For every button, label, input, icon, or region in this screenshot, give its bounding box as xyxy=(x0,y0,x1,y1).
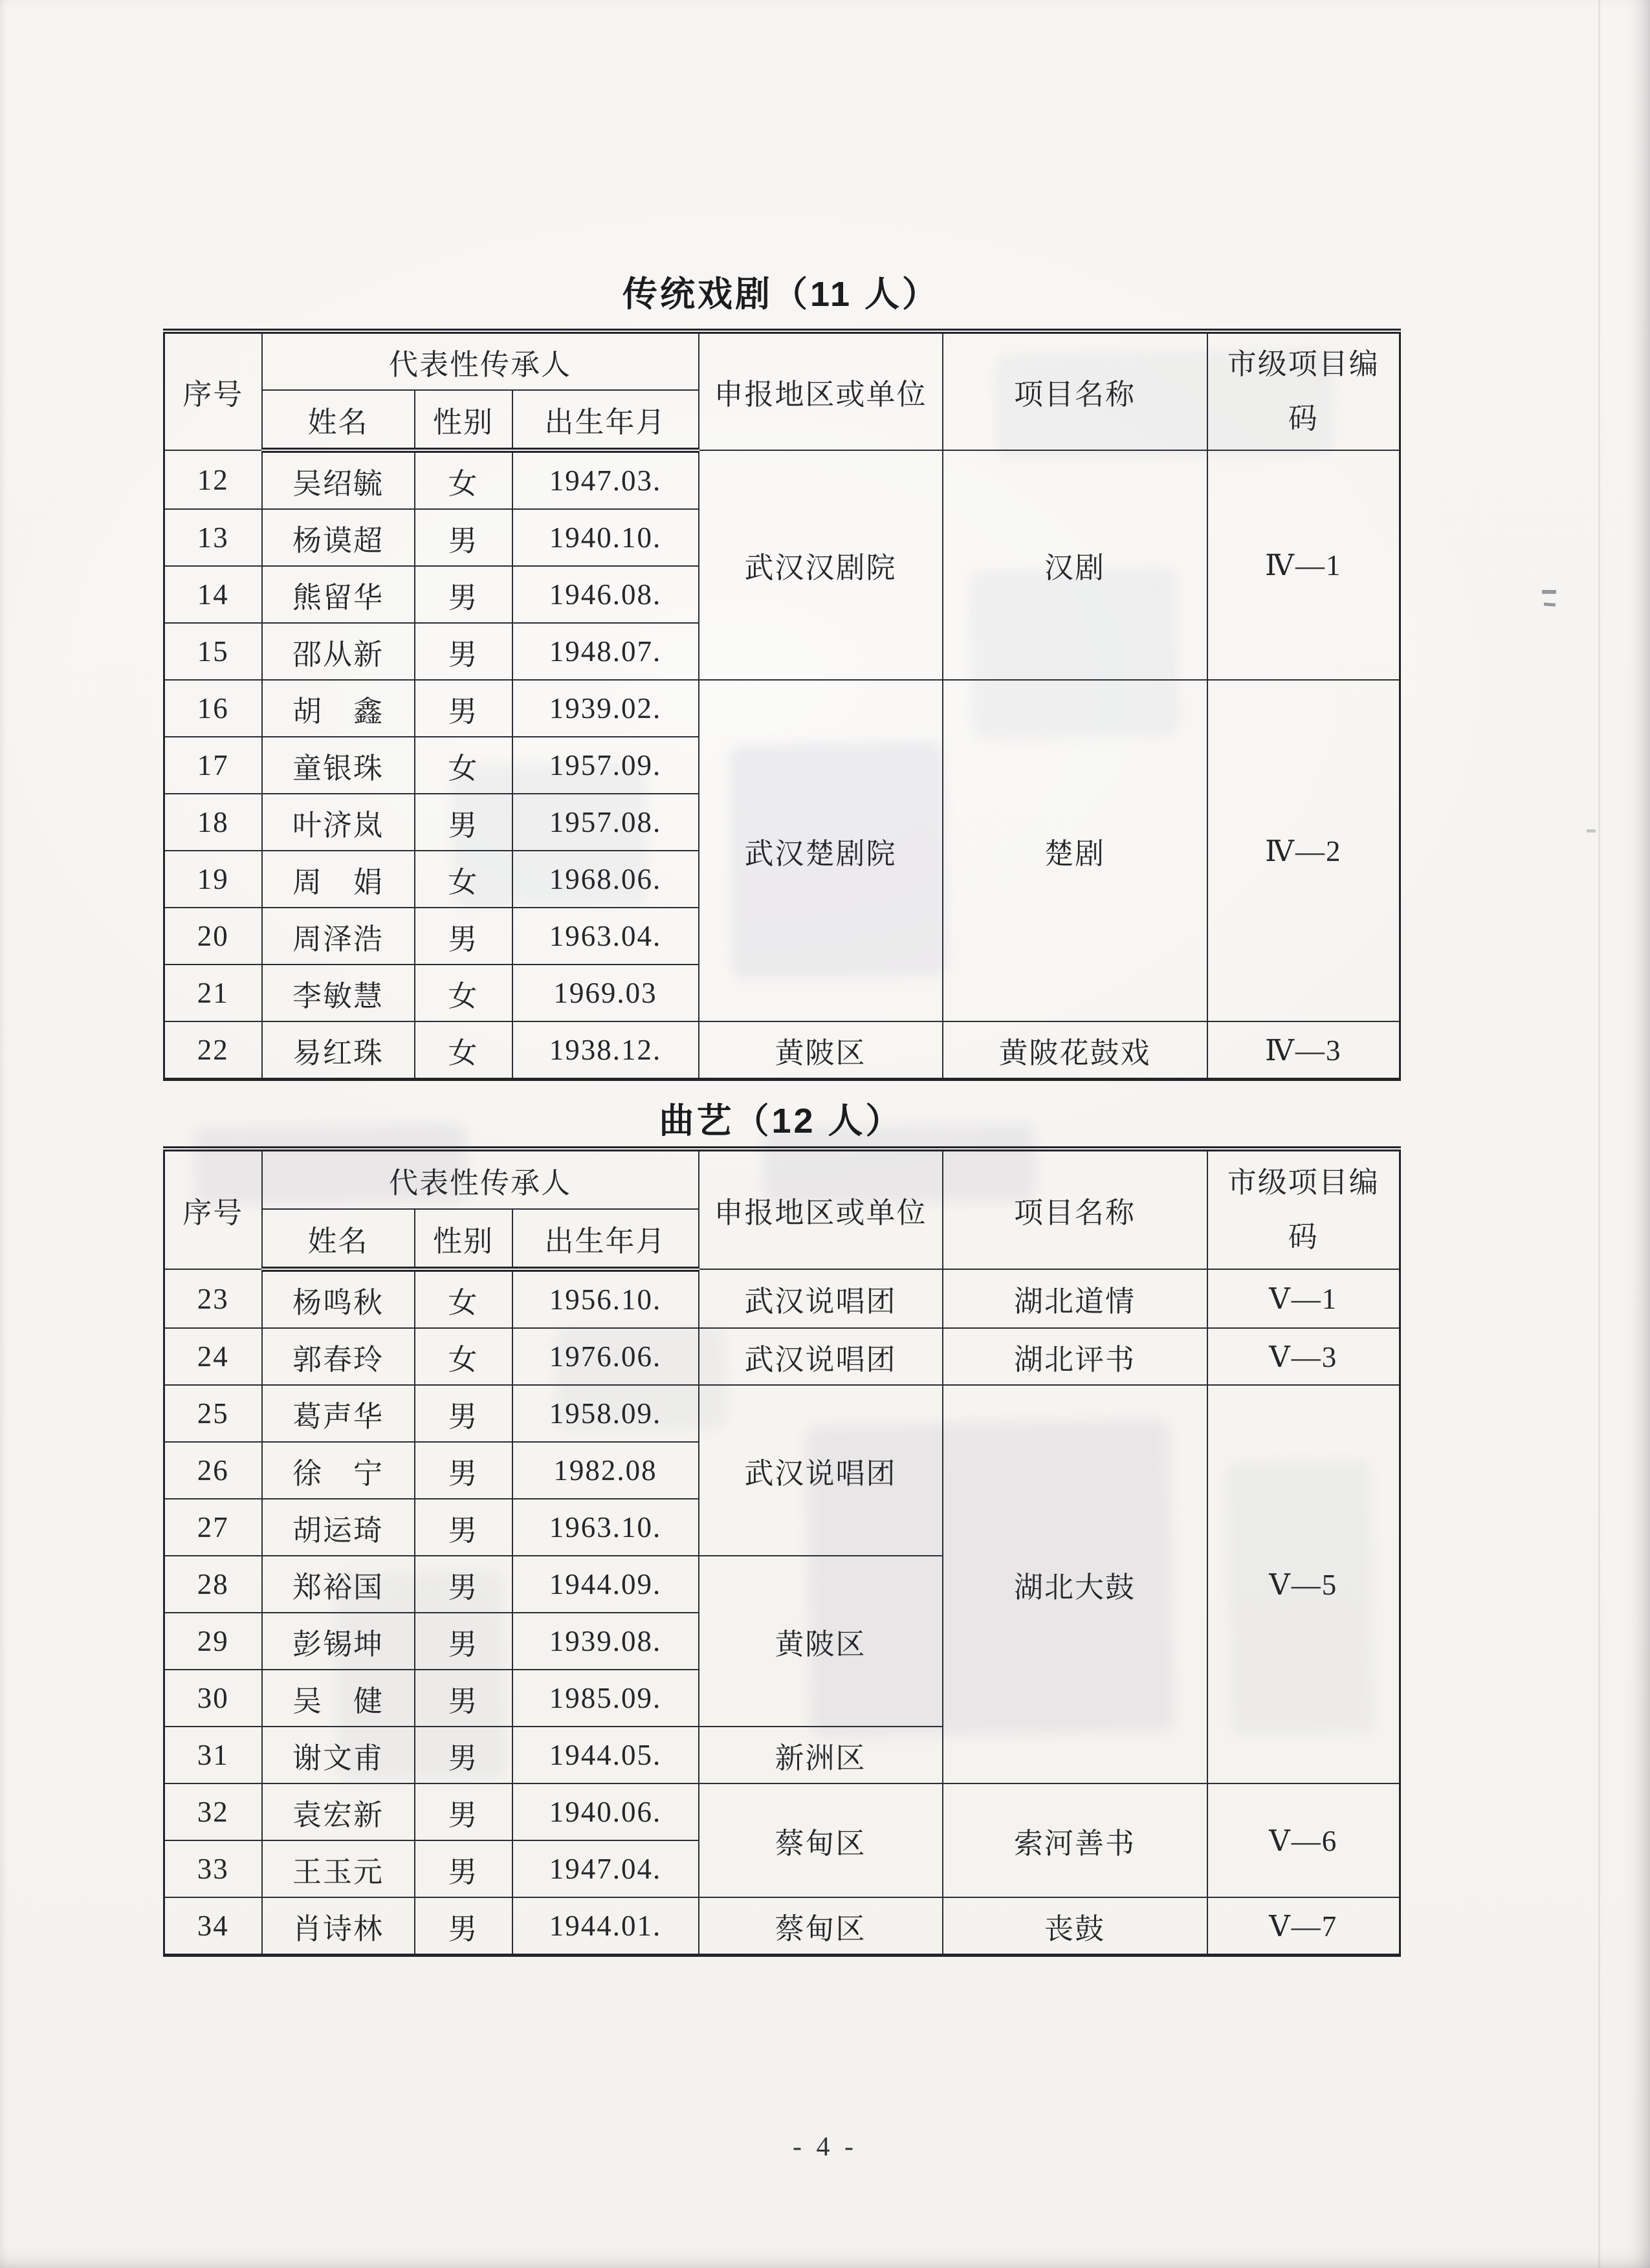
cell-code: Ⅴ—7 xyxy=(1207,1897,1400,1956)
cell-seq: 33 xyxy=(164,1840,262,1897)
cell-project: 湖北评书 xyxy=(943,1328,1207,1385)
table-row xyxy=(164,1328,1400,1385)
cell-seq: 34 xyxy=(164,1897,262,1956)
cell-project: 楚剧 xyxy=(943,680,1207,1021)
cell-unit: 蔡甸区 xyxy=(699,1783,943,1897)
cell-name: 彭锡坤 xyxy=(262,1613,415,1670)
cell-name: 谢文甫 xyxy=(262,1727,415,1783)
header-gender: 性别 xyxy=(415,390,512,450)
table-header xyxy=(164,331,1400,450)
header-inheritor: 代表性传承人 xyxy=(262,331,699,390)
cell-gender: 男 xyxy=(415,1783,512,1840)
cell-unit: 武汉汉剧院 xyxy=(699,450,943,680)
table-row xyxy=(164,1897,1400,1956)
cell-gender: 女 xyxy=(415,1021,512,1080)
cell-birth: 1956.10. xyxy=(512,1269,699,1328)
table-row xyxy=(164,1783,1400,1840)
table-traditional-opera xyxy=(163,329,1401,1081)
header-seq: 序号 xyxy=(164,1149,262,1269)
cell-birth: 1963.04. xyxy=(512,908,699,965)
section-title-traditional-opera: 传统戏剧（11 人） xyxy=(622,275,940,314)
cell-gender: 男 xyxy=(415,1442,512,1499)
cell-unit: 武汉说唱团 xyxy=(699,1385,943,1556)
cell-seq: 23 xyxy=(164,1269,262,1328)
cell-name: 吴 健 xyxy=(262,1670,415,1727)
cell-code: Ⅳ—3 xyxy=(1207,1021,1400,1080)
cell-name: 袁宏新 xyxy=(262,1783,415,1840)
cell-birth: 1940.10. xyxy=(512,509,699,566)
table-body xyxy=(164,450,1400,1080)
cell-project: 湖北大鼓 xyxy=(943,1385,1207,1783)
cell-name: 吴绍毓 xyxy=(262,450,415,509)
table-quyi xyxy=(163,1146,1401,1957)
cell-birth: 1939.08. xyxy=(512,1613,699,1670)
cell-birth: 1969.03 xyxy=(512,965,699,1021)
cell-birth: 1957.08. xyxy=(512,794,699,851)
cell-name: 邵从新 xyxy=(262,623,415,680)
cell-gender: 女 xyxy=(415,450,512,509)
cell-gender: 男 xyxy=(415,1727,512,1783)
cell-name: 葛声华 xyxy=(262,1385,415,1442)
table-row xyxy=(164,1385,1400,1442)
cell-seq: 20 xyxy=(164,908,262,965)
header-code xyxy=(1207,331,1400,450)
cell-name: 徐 宁 xyxy=(262,1442,415,1499)
scan-tick-mark xyxy=(1587,829,1596,833)
cell-birth: 1957.09. xyxy=(512,737,699,794)
cell-birth: 1944.05. xyxy=(512,1727,699,1783)
cell-birth: 1963.10. xyxy=(512,1499,699,1556)
cell-gender: 男 xyxy=(415,794,512,851)
cell-seq: 30 xyxy=(164,1670,262,1727)
cell-code: Ⅴ—1 xyxy=(1207,1269,1400,1328)
header-code-label: 市级项目编码 xyxy=(1227,348,1380,435)
cell-birth: 1947.03. xyxy=(512,450,699,509)
cell-gender: 男 xyxy=(415,908,512,965)
cell-project: 丧鼓 xyxy=(943,1897,1207,1956)
cell-gender: 女 xyxy=(415,965,512,1021)
cell-seq: 32 xyxy=(164,1783,262,1840)
scan-tick-mark xyxy=(1544,602,1556,606)
cell-seq: 24 xyxy=(164,1328,262,1385)
header-seq: 序号 xyxy=(164,331,262,450)
header-gender: 性别 xyxy=(415,1209,512,1269)
cell-unit: 武汉说唱团 xyxy=(699,1328,943,1385)
cell-seq: 27 xyxy=(164,1499,262,1556)
cell-unit: 武汉楚剧院 xyxy=(699,680,943,1021)
header-project: 项目名称 xyxy=(943,331,1207,450)
header-birth: 出生年月 xyxy=(512,1209,699,1269)
cell-gender: 男 xyxy=(415,1499,512,1556)
cell-gender: 男 xyxy=(415,1613,512,1670)
cell-gender: 女 xyxy=(415,1269,512,1328)
cell-name: 李敏慧 xyxy=(262,965,415,1021)
cell-gender: 男 xyxy=(415,680,512,737)
cell-name: 杨谟超 xyxy=(262,509,415,566)
cell-unit: 新洲区 xyxy=(699,1727,943,1783)
header-name: 姓名 xyxy=(262,390,415,450)
cell-name: 郑裕国 xyxy=(262,1556,415,1613)
cell-name: 周 娟 xyxy=(262,851,415,908)
cell-unit: 蔡甸区 xyxy=(699,1897,943,1956)
cell-birth: 1985.09. xyxy=(512,1670,699,1727)
cell-name: 胡 鑫 xyxy=(262,680,415,737)
cell-birth: 1958.09. xyxy=(512,1385,699,1442)
header-unit: 申报地区或单位 xyxy=(699,331,943,450)
cell-seq: 14 xyxy=(164,566,262,623)
cell-birth: 1944.09. xyxy=(512,1556,699,1613)
table-row xyxy=(164,450,1400,509)
cell-code: Ⅴ—3 xyxy=(1207,1328,1400,1385)
cell-name: 肖诗林 xyxy=(262,1897,415,1956)
cell-unit: 武汉说唱团 xyxy=(699,1269,943,1328)
cell-code: Ⅳ—1 xyxy=(1207,450,1400,680)
header-code-label: 市级项目编码 xyxy=(1227,1166,1380,1253)
cell-gender: 男 xyxy=(415,566,512,623)
cell-birth: 1948.07. xyxy=(512,623,699,680)
cell-seq: 31 xyxy=(164,1727,262,1783)
cell-seq: 29 xyxy=(164,1613,262,1670)
cell-birth: 1976.06. xyxy=(512,1328,699,1385)
scan-edge-line xyxy=(1598,0,1600,2268)
cell-project: 索河善书 xyxy=(943,1783,1207,1897)
header-unit: 申报地区或单位 xyxy=(699,1149,943,1269)
header-birth: 出生年月 xyxy=(512,390,699,450)
cell-birth: 1938.12. xyxy=(512,1021,699,1080)
cell-gender: 女 xyxy=(415,737,512,794)
cell-name: 周泽浩 xyxy=(262,908,415,965)
cell-seq: 22 xyxy=(164,1021,262,1080)
cell-gender: 男 xyxy=(415,1556,512,1613)
header-inheritor: 代表性传承人 xyxy=(262,1149,699,1209)
cell-seq: 16 xyxy=(164,680,262,737)
cell-gender: 男 xyxy=(415,1385,512,1442)
table-row xyxy=(164,1021,1400,1080)
cell-seq: 17 xyxy=(164,737,262,794)
cell-seq: 26 xyxy=(164,1442,262,1499)
table-body xyxy=(164,1269,1400,1956)
cell-seq: 12 xyxy=(164,450,262,509)
cell-birth: 1968.06. xyxy=(512,851,699,908)
header-name: 姓名 xyxy=(262,1209,415,1269)
cell-name: 童银珠 xyxy=(262,737,415,794)
cell-gender: 女 xyxy=(415,1328,512,1385)
cell-birth: 1946.08. xyxy=(512,566,699,623)
cell-gender: 男 xyxy=(415,1897,512,1956)
cell-birth: 1982.08 xyxy=(512,1442,699,1499)
cell-gender: 男 xyxy=(415,623,512,680)
cell-project: 黄陂花鼓戏 xyxy=(943,1021,1207,1080)
cell-seq: 25 xyxy=(164,1385,262,1442)
cell-project: 湖北道情 xyxy=(943,1269,1207,1328)
cell-name: 杨鸣秋 xyxy=(262,1269,415,1328)
cell-gender: 男 xyxy=(415,1840,512,1897)
cell-birth: 1944.01. xyxy=(512,1897,699,1956)
section-title-quyi: 曲艺（12 人） xyxy=(659,1102,903,1140)
cell-gender: 男 xyxy=(415,509,512,566)
cell-name: 熊留华 xyxy=(262,566,415,623)
cell-seq: 18 xyxy=(164,794,262,851)
cell-birth: 1947.04. xyxy=(512,1840,699,1897)
cell-seq: 28 xyxy=(164,1556,262,1613)
header-code xyxy=(1207,1149,1400,1269)
table-header xyxy=(164,1149,1400,1269)
cell-unit: 黄陂区 xyxy=(699,1021,943,1080)
header-project: 项目名称 xyxy=(943,1149,1207,1269)
cell-seq: 13 xyxy=(164,509,262,566)
cell-code: Ⅳ—2 xyxy=(1207,680,1400,1021)
table-row xyxy=(164,680,1400,737)
cell-seq: 19 xyxy=(164,851,262,908)
cell-birth: 1939.02. xyxy=(512,680,699,737)
cell-name: 郭春玲 xyxy=(262,1328,415,1385)
cell-name: 胡运琦 xyxy=(262,1499,415,1556)
cell-gender: 男 xyxy=(415,1670,512,1727)
cell-seq: 15 xyxy=(164,623,262,680)
cell-name: 易红珠 xyxy=(262,1021,415,1080)
cell-unit: 黄陂区 xyxy=(699,1556,943,1727)
cell-name: 王玉元 xyxy=(262,1840,415,1897)
cell-birth: 1940.06. xyxy=(512,1783,699,1840)
cell-project: 汉剧 xyxy=(943,450,1207,680)
cell-gender: 女 xyxy=(415,851,512,908)
table-row xyxy=(164,1269,1400,1328)
scan-tick-mark xyxy=(1542,590,1556,594)
page-number: - 4 - xyxy=(793,2132,857,2162)
cell-code: Ⅴ—6 xyxy=(1207,1783,1400,1897)
cell-seq: 21 xyxy=(164,965,262,1021)
cell-name: 叶济岚 xyxy=(262,794,415,851)
cell-code: Ⅴ—5 xyxy=(1207,1385,1400,1783)
